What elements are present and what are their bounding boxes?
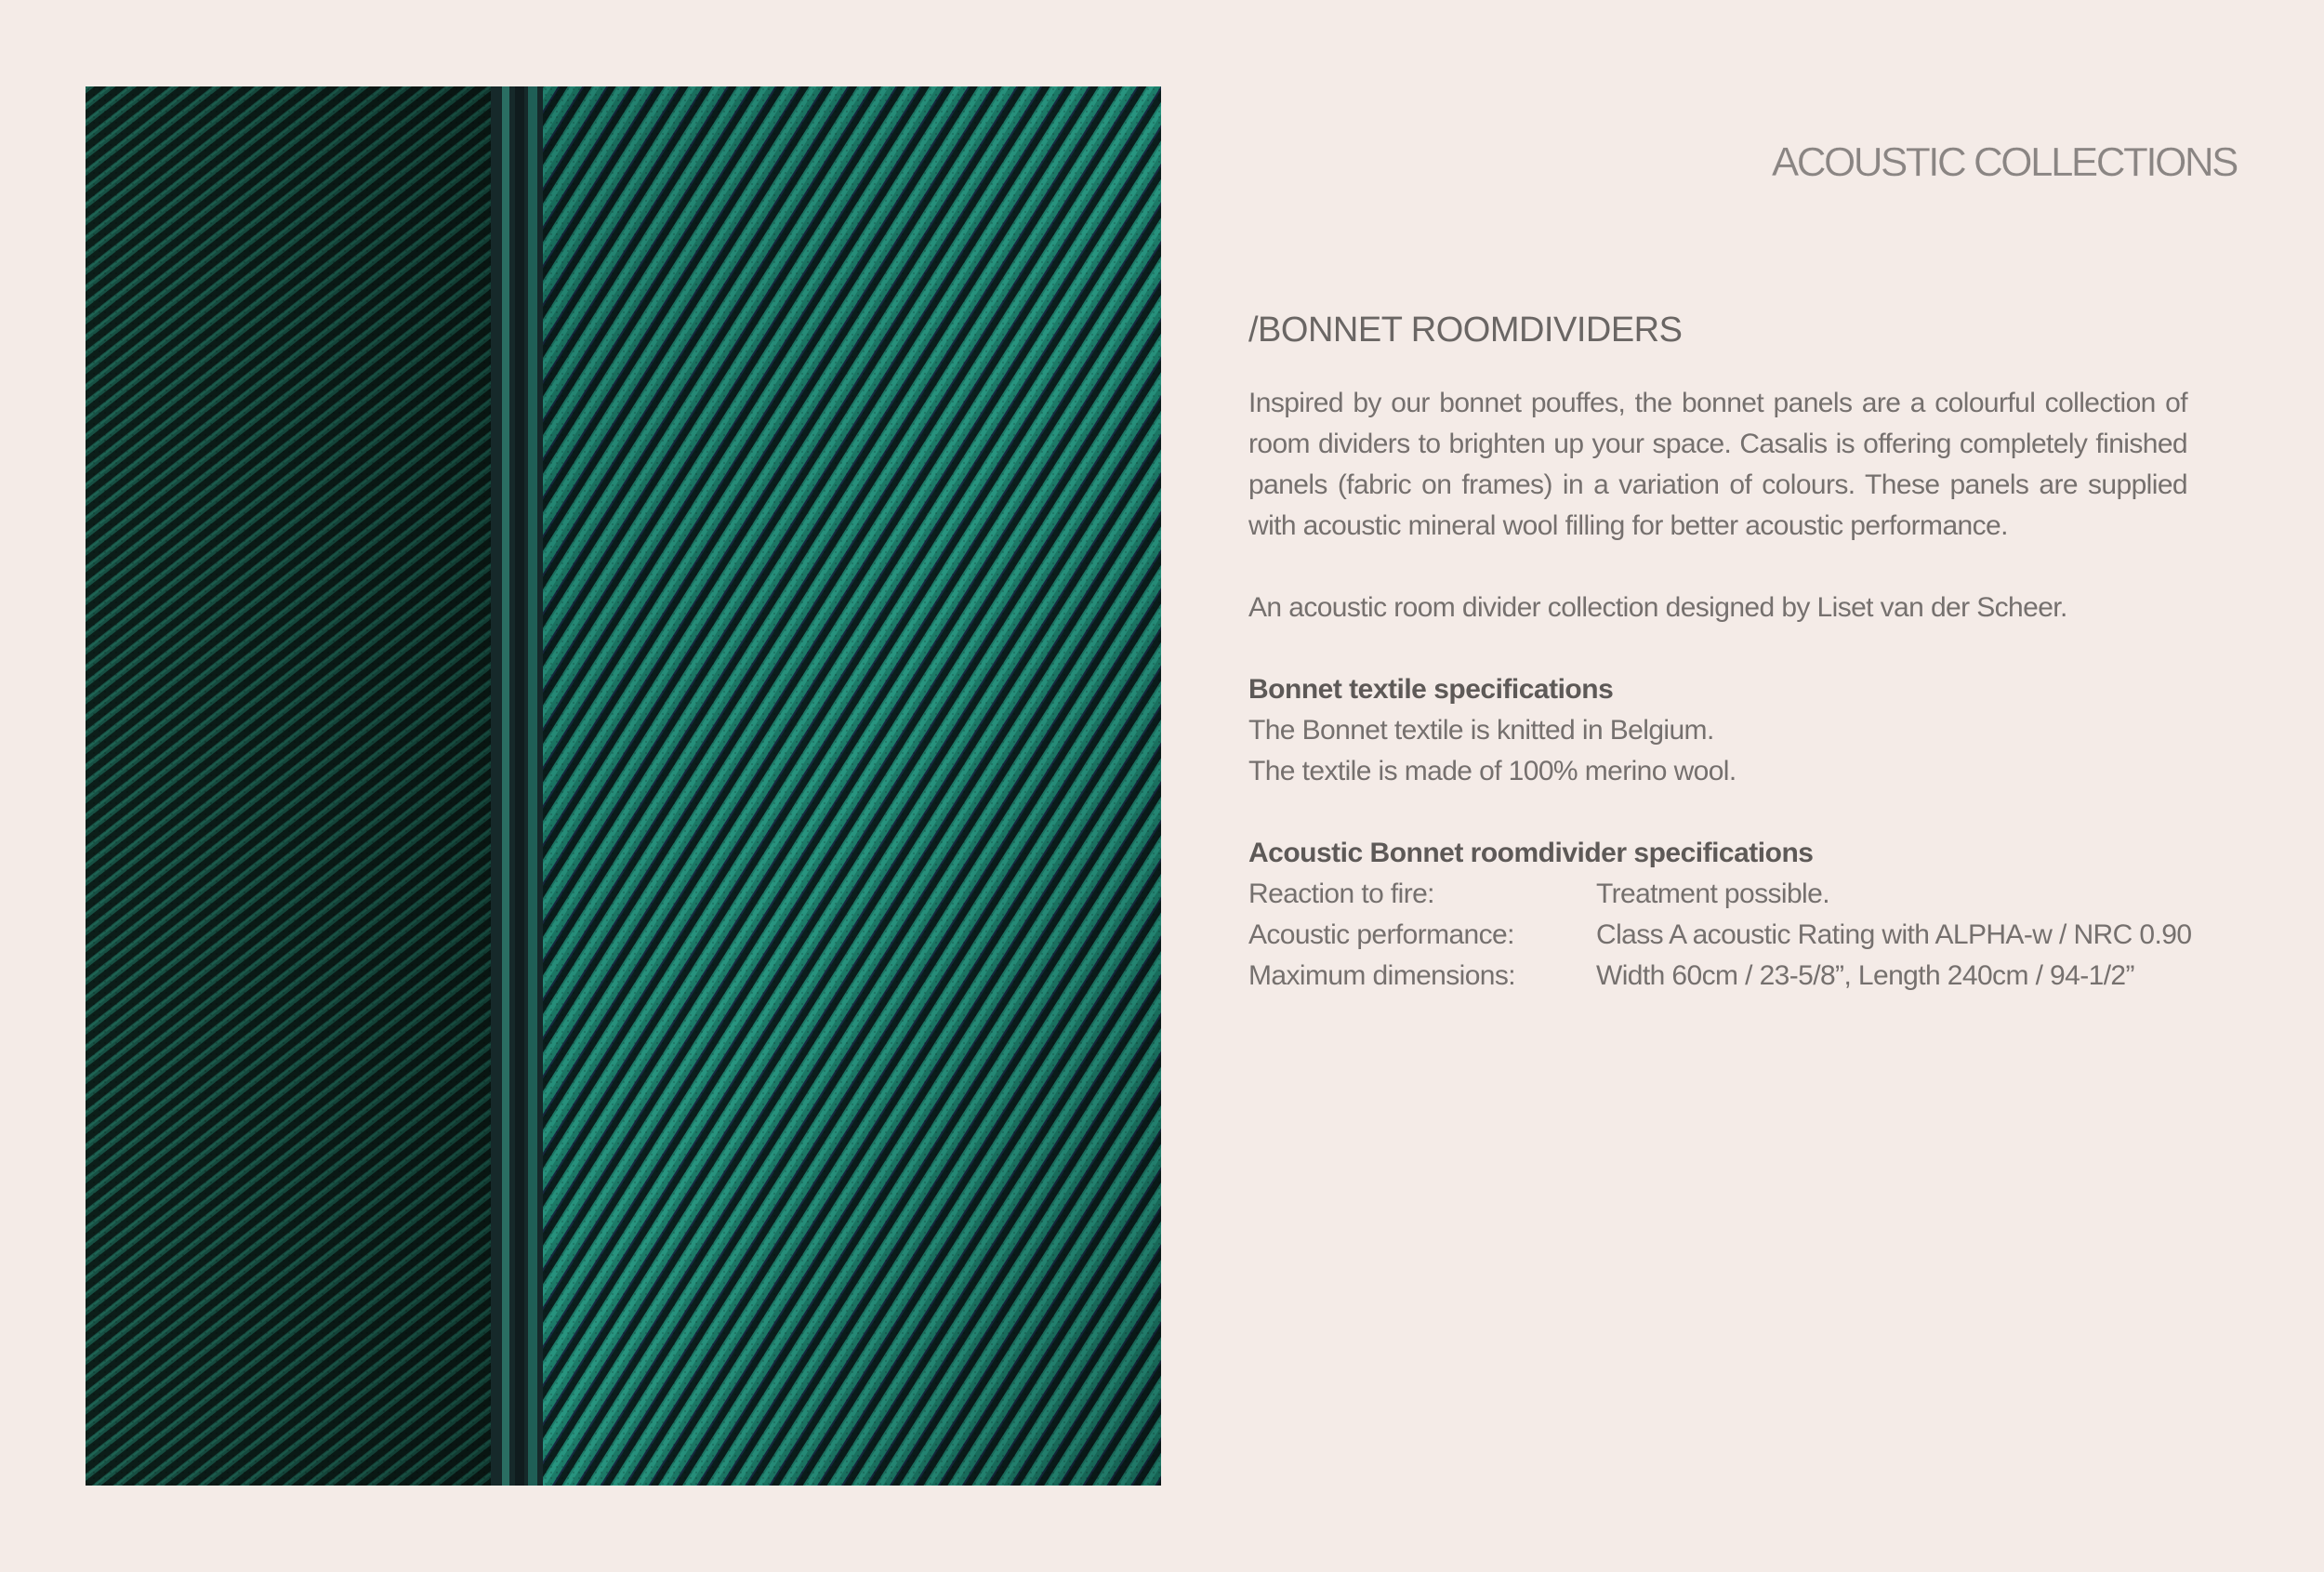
spec-value: Class A acoustic Rating with ALPHA-w / NRC 0.90 [1596, 919, 2192, 950]
textile-spec-heading: Bonnet textile specifications [1248, 674, 1614, 705]
textile-spec-line: The Bonnet textile is knitted in Belgium. [1248, 715, 1714, 746]
product-description [1248, 307, 2192, 997]
product-title: /BONNET ROOMDIVIDERS [1248, 310, 1683, 350]
fabric-texture-icon [86, 86, 1161, 1486]
spec-value: Width 60cm / 23-5/8”, Length 240cm / 94-1/2” [1596, 960, 2134, 991]
intro-paragraph: Inspired by our bonnet pouffes, the bonnet panels are a colourful collection of room dividers to brighten up your space. Casalis is offering completely finished panels (fabric on frames) in a variation of colours. These panels are supplied with acoustic mineral wool filling for better acoustic performance. [1248, 388, 2187, 541]
spec-label: Maximum dimensions: [1248, 960, 1516, 991]
designer-credit: An acoustic room divider collection designed by Liset van der Scheer. [1248, 592, 2067, 623]
textile-spec-line: The textile is made of 100% merino wool. [1248, 756, 1736, 786]
spec-row-fire [1248, 874, 2187, 915]
fabric-photo [86, 86, 1161, 1486]
spec-value: Treatment possible. [1596, 878, 1829, 909]
spec-label: Reaction to fire: [1248, 878, 1434, 909]
collection-brand-title: ACOUSTIC COLLECTIONS [1771, 139, 2237, 185]
spec-row-dimensions [1248, 956, 2187, 997]
divider-spec-heading: Acoustic Bonnet roomdivider specifications [1248, 838, 1814, 868]
spec-label: Acoustic performance: [1248, 919, 1514, 950]
spec-row-acoustic [1248, 915, 2192, 956]
